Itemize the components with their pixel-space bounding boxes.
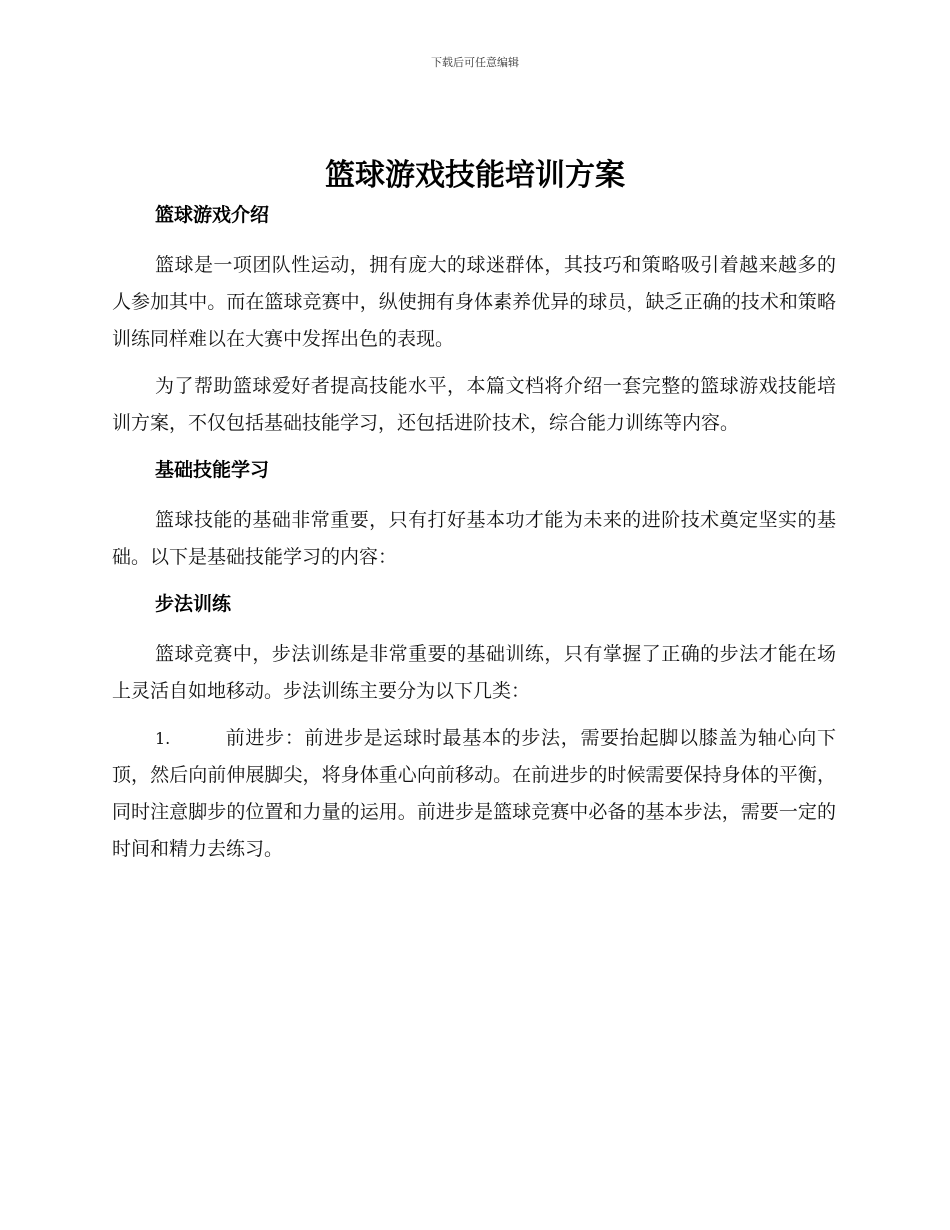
document-title: 篮球游戏技能培训方案 bbox=[325, 158, 625, 193]
list-item-number: 1. bbox=[155, 729, 171, 748]
document-body bbox=[112, 201, 836, 868]
paragraph-basic-1: 篮球技能的基础非常重要，只有打好基本功才能为未来的进阶技术奠定坚实的基础。以下是基础技能学习的内容： bbox=[112, 509, 836, 568]
list-item-text: 前进步：前进步是运球时最基本的步法，需要抬起脚以膝盖为轴心向下顶，然后向前伸展脚尖，将身体重心向前移动。在前进步的时候需要保持身体的平衡，同时注意脚步的位置和力量的运用。前进步是篮球竞赛中必备的基本步法，需要一定的时间和精力去练习。 bbox=[112, 727, 836, 860]
paragraph-footwork-1: 篮球竞赛中，步法训练是非常重要的基础训练，只有掌握了正确的步法才能在场上灵活自如地移动。步法训练主要分为以下几类： bbox=[112, 643, 836, 702]
section-heading-footwork: 步法训练 bbox=[155, 593, 232, 615]
paragraph-intro-1: 篮球是一项团队性运动，拥有庞大的球迷群体，其技巧和策略吸引着越来越多的人参加其中。而在篮球竞赛中，纵使拥有身体素养优异的球员，缺乏正确的技术和策略训练同样难以在大赛中发挥出色的表现。 bbox=[112, 254, 836, 350]
header-note: 下载后可任意编辑 bbox=[431, 56, 519, 69]
paragraph-intro-2: 为了帮助篮球爱好者提高技能水平，本篇文档将介绍一套完整的篮球游戏技能培训方案，不仅包括基础技能学习，还包括进阶技术，综合能力训练等内容。 bbox=[112, 375, 836, 434]
section-heading-intro: 篮球游戏介绍 bbox=[155, 204, 270, 226]
section-heading-basic: 基础技能学习 bbox=[155, 459, 270, 481]
list-item bbox=[112, 720, 836, 868]
